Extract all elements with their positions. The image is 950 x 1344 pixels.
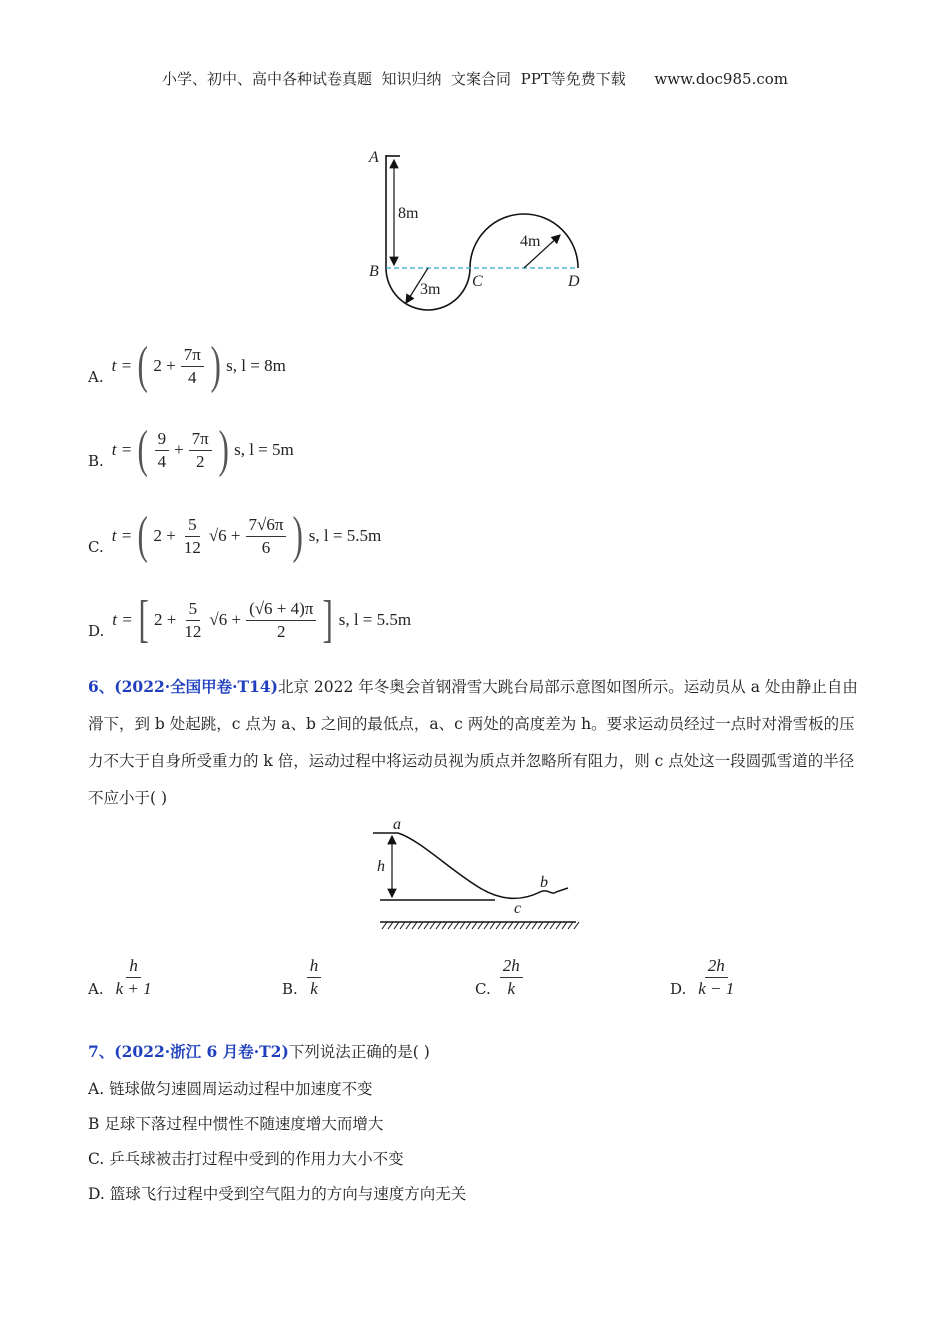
q7-option-d[interactable]: D. 篮球飞行过程中受到空气阻力的方向与速度方向无关 xyxy=(88,1185,467,1203)
fraction xyxy=(307,955,322,1000)
question-6 xyxy=(88,668,863,817)
denominator: 4 xyxy=(157,451,167,471)
option-letter: A. xyxy=(88,979,104,998)
q7-option-a[interactable]: A. 链球做匀速圆周运动过程中加速度不变 xyxy=(88,1080,373,1098)
option-letter: B. xyxy=(282,979,298,998)
label-a: A xyxy=(369,149,379,166)
q6-option-a[interactable] xyxy=(88,955,158,1000)
fraction xyxy=(246,598,316,643)
fraction xyxy=(181,514,204,559)
bracket: ) xyxy=(218,421,229,478)
fraction xyxy=(500,955,523,1000)
q7-text: 下列说法正确的是( ) xyxy=(288,1043,430,1061)
denominator: k − 1 xyxy=(698,979,735,998)
option-letter: D. xyxy=(88,622,105,640)
formula-text: + xyxy=(174,440,184,459)
q6-option-d[interactable] xyxy=(670,955,740,1000)
formula-text: 2 + xyxy=(153,526,176,545)
label-c: c xyxy=(514,900,522,917)
formula xyxy=(304,955,325,1000)
numerator: 2h xyxy=(500,955,523,978)
numerator: 9 xyxy=(155,428,170,451)
formula-text: √6 + xyxy=(209,610,242,629)
label-c: C xyxy=(472,273,483,290)
formula xyxy=(692,955,740,1000)
denominator: 4 xyxy=(188,367,197,387)
fraction xyxy=(155,428,170,473)
numerator: h xyxy=(126,955,141,978)
page-header: 小学、初中、高中各种试卷真题 知识归纳 文案合同 PPT等免费下载 www.doc985.com xyxy=(161,70,788,88)
fraction xyxy=(695,955,737,1000)
option-letter: C. xyxy=(88,538,104,556)
numerator: (√6 + 4)π xyxy=(246,598,316,621)
option-letter: B. xyxy=(88,452,104,470)
numerator: 7√6π xyxy=(246,514,287,537)
numerator: h xyxy=(307,955,322,978)
formula-text: s, l = 5.5m xyxy=(308,526,382,545)
q5-option-d[interactable] xyxy=(88,591,413,648)
formula-text: t = xyxy=(111,526,133,545)
formula-text: s, l = 8m xyxy=(226,356,286,375)
denominator: k xyxy=(310,979,318,998)
q5-option-b[interactable] xyxy=(88,421,296,478)
q6-tag: 6、(2022·全国甲卷·T14) xyxy=(88,677,278,696)
label-4m: 4m xyxy=(520,233,541,250)
bracket: ) xyxy=(210,337,221,394)
label-b: b xyxy=(540,874,548,891)
formula-text: √6 + xyxy=(208,526,241,545)
q7-option-b[interactable]: B 足球下落过程中惯性不随速度增大而增大 xyxy=(88,1115,384,1133)
fraction xyxy=(189,428,212,473)
formula-text: t = xyxy=(112,610,133,629)
bracket: ( xyxy=(137,421,149,478)
q6-option-c[interactable] xyxy=(475,955,526,1000)
bracket: [ xyxy=(138,591,149,648)
formula-text: s, l = 5.5m xyxy=(338,610,412,629)
figure-track-diagram xyxy=(360,145,600,320)
numerator: 2h xyxy=(705,955,728,978)
fraction xyxy=(181,598,204,643)
label-d: D xyxy=(568,273,580,290)
bracket: ( xyxy=(137,507,149,564)
label-b: B xyxy=(369,263,379,280)
formula-text: 2 + xyxy=(153,356,176,375)
denominator: 12 xyxy=(183,537,201,557)
numerator: 5 xyxy=(185,514,200,537)
q7-option-c[interactable]: C. 乒乓球被击打过程中受到的作用力大小不变 xyxy=(88,1150,404,1168)
q5-option-a[interactable] xyxy=(88,337,288,394)
denominator: k + 1 xyxy=(115,979,152,998)
denominator: k xyxy=(507,979,515,998)
formula-text: t = xyxy=(111,356,133,375)
denominator: 6 xyxy=(261,537,271,557)
denominator: 2 xyxy=(195,451,205,471)
bracket: ) xyxy=(292,507,304,564)
formula xyxy=(110,591,413,648)
denominator: 2 xyxy=(276,621,286,641)
denominator: 12 xyxy=(184,621,202,641)
q5-option-c[interactable] xyxy=(88,507,383,564)
formula xyxy=(110,337,288,394)
option-letter: D. xyxy=(670,979,687,998)
fraction xyxy=(181,344,204,389)
figure-ski-jump xyxy=(370,812,585,937)
numerator: 7π xyxy=(181,344,204,367)
formula-text: s, l = 5m xyxy=(234,440,294,459)
bracket: ( xyxy=(137,337,148,394)
option-letter: A. xyxy=(88,368,104,386)
formula-text: t = xyxy=(111,440,133,459)
q7-tag: 7、(2022·浙江 6 月卷·T2) xyxy=(88,1042,289,1061)
formula-text: 2 + xyxy=(154,610,177,629)
fraction xyxy=(113,955,155,1000)
q6-text: 北京 2022 年冬奥会首钢滑雪大跳台局部示意图如图所示。运动员从 a 处由静止自由滑下，到 b 处起跳，c 点为 a、b 之间的最低点，a、c 两处的高度差为 h。要求运动员经过一点时对滑雪板的压力不大于自身所受重力的 k 倍，运动过程中将运动员视为质点并忽略所有阻力，则 c 点处这一段圆弧雪道的半径不应小于( ) xyxy=(88,678,858,807)
q6-option-b[interactable] xyxy=(282,955,324,1000)
label-h: h xyxy=(377,858,385,875)
option-letter: C. xyxy=(475,979,491,998)
formula xyxy=(110,507,383,564)
label-8m: 8m xyxy=(398,205,419,222)
formula xyxy=(110,955,158,1000)
numerator: 7π xyxy=(189,428,212,451)
bracket: ] xyxy=(322,591,334,648)
formula xyxy=(497,955,526,1000)
question-7 xyxy=(88,1040,430,1062)
fraction xyxy=(246,514,287,559)
formula xyxy=(110,421,296,478)
label-a: a xyxy=(393,816,401,833)
label-3m: 3m xyxy=(420,281,441,298)
numerator: 5 xyxy=(186,598,201,621)
